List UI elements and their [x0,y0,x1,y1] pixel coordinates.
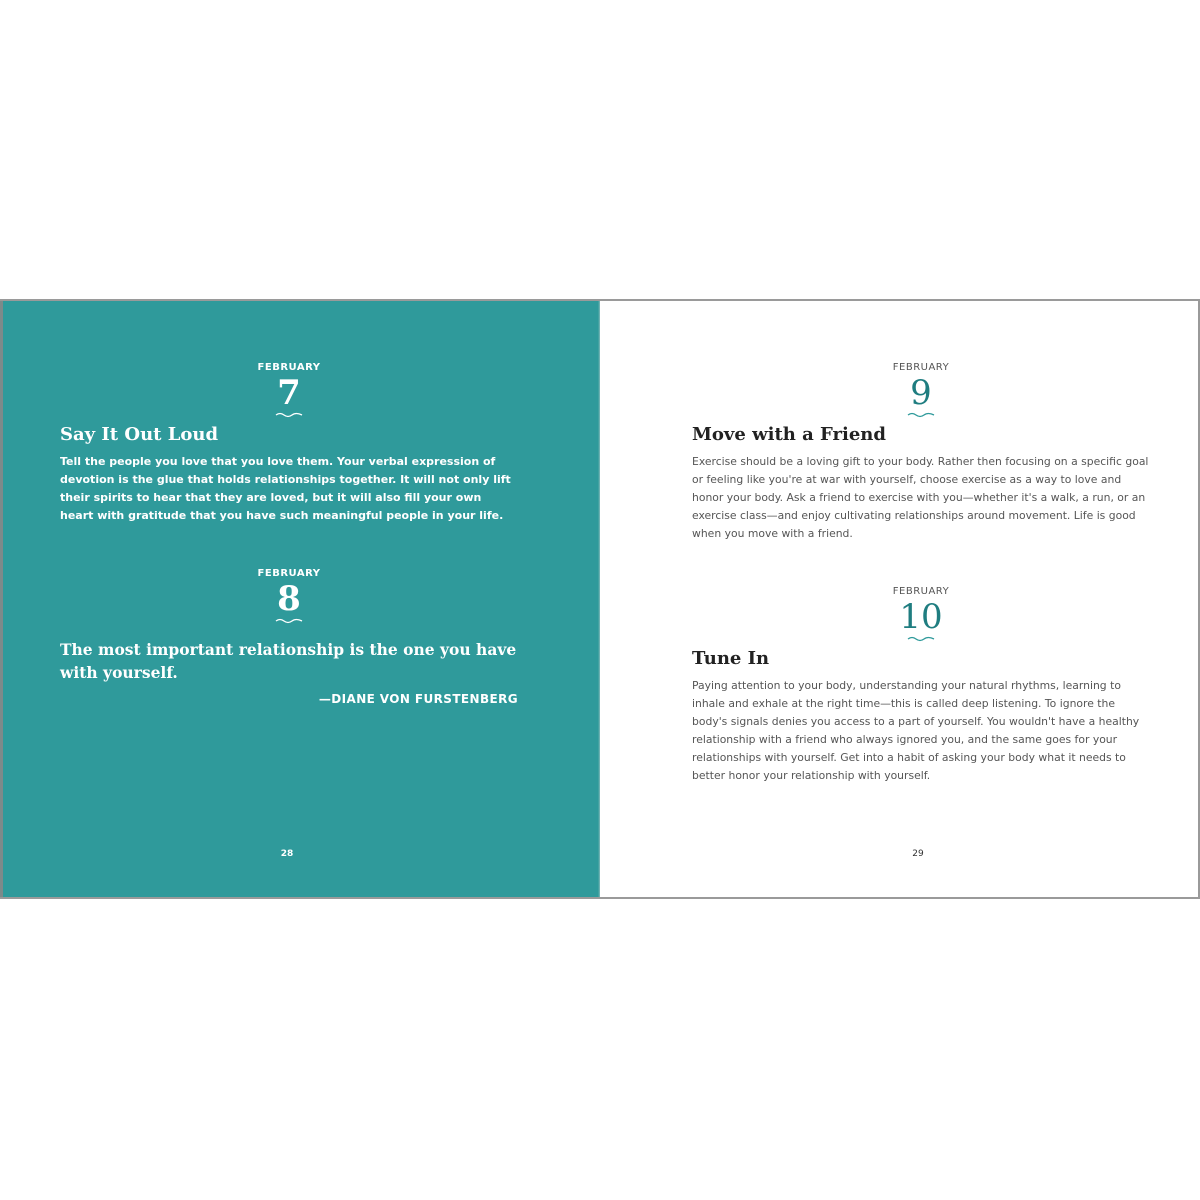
entry-title: Tune In [692,648,770,669]
entry-quote: The most important relationship is the one you have with yourself. [60,640,517,682]
entry-month: FEBRUARY [257,568,321,579]
entry-day-number: 9 [910,373,932,413]
entry-feb-10 [692,586,1150,785]
entry-title: Say It Out Loud [60,424,219,445]
entry-body: Tell the people you love that you love them. Your verbal expression of devotion is the glue that holds relationships together. It will not only lift their spirits to hear that they are loved, but it will also fill your own heart with gratitude that you have such meaningful people in your life. [60,455,511,522]
entry-feb-8 [60,568,518,706]
quote-attribution: —DIANE VON FURSTENBERG [318,692,518,706]
page-number: 28 [280,849,294,859]
left-page [0,301,600,897]
right-page [600,301,1200,897]
entry-day-number: 7 [277,373,301,413]
book-spread [0,299,1200,899]
page-number: 29 [912,849,924,859]
entry-month: FEBRUARY [257,362,321,373]
entry-body: Exercise should be a loving gift to your body. Rather then focusing on a specific goal or feeling like you're at war with yourself, choose exercise as a way to love and honor your body. Ask a friend to exercise with you—whether it's a walk, a run, or an exercise class—and enjoy cultivating relationships around movement. Life is good when you move with a friend. [692,455,1149,540]
entry-body: Paying attention to your body, understanding your natural rhythms, learning to inhale and exhale at the right time—this is called deep listening. To ignore the body's signals denies you access to a part of yourself. You wouldn't have a healthy relationship with a friend who always ignored you, and the same goes for your relationships with yourself. Get into a habit of asking your body what it needs to better honor your relationship with yourself. [692,679,1140,782]
entry-title: Move with a Friend [692,424,886,445]
entry-month: FEBRUARY [892,362,950,373]
entry-feb-9 [692,362,1150,543]
entry-day-number: 8 [277,579,301,619]
entry-feb-7 [60,362,518,525]
entry-day-number: 10 [899,597,943,637]
entry-month: FEBRUARY [892,586,950,597]
